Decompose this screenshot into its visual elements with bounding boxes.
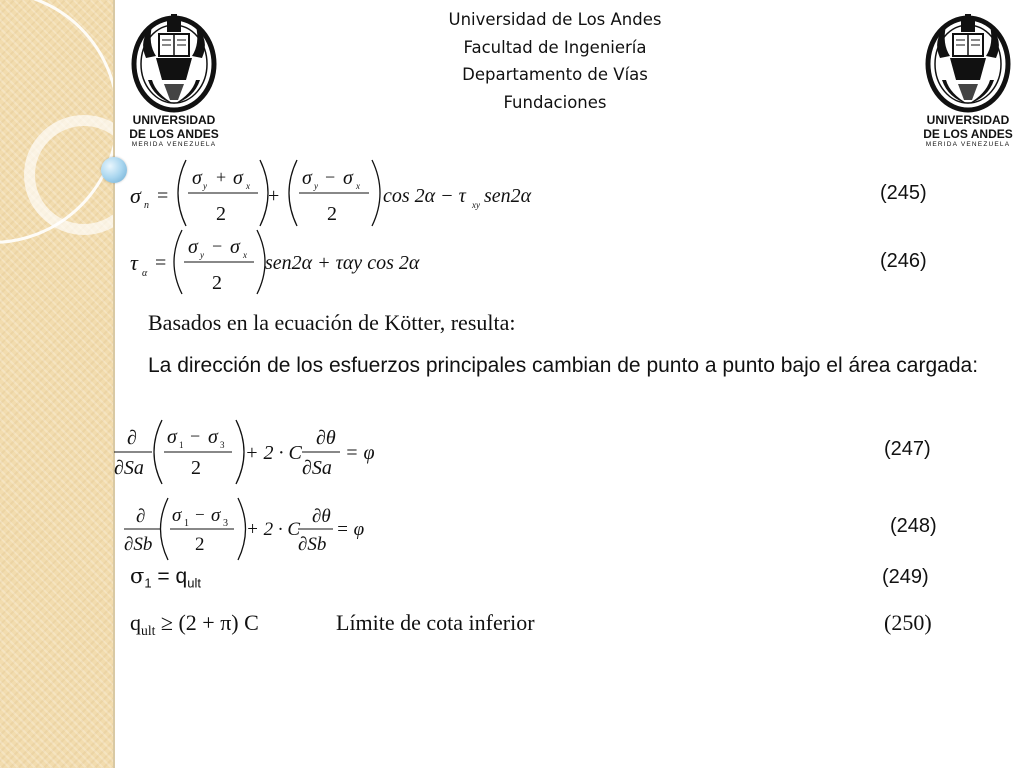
slide-header bbox=[380, 6, 730, 116]
decorative-orb bbox=[101, 157, 127, 183]
eq246-f-den: 2 bbox=[212, 272, 222, 294]
eq246-number: (246) bbox=[880, 250, 927, 272]
eq247-f-b: σ bbox=[208, 426, 218, 448]
eq246-lhs: τ bbox=[130, 250, 138, 275]
logo-name-line2: DE LOS ANDES bbox=[923, 127, 1013, 141]
eq245-f1-op: + bbox=[216, 167, 227, 187]
eq247-f-op: − bbox=[190, 426, 201, 446]
logo-name-line2: DE LOS ANDES bbox=[129, 127, 219, 141]
eq245-paren-open-1 bbox=[178, 160, 186, 226]
eq248-d-den: ∂Sb bbox=[124, 534, 153, 555]
university-logo-right bbox=[920, 10, 1016, 160]
eq248-t-den: ∂Sb bbox=[298, 534, 327, 555]
eq247-rhs: = φ bbox=[345, 442, 375, 464]
eq245-f2-op: − bbox=[325, 167, 336, 187]
eq246-paren-close bbox=[257, 230, 265, 294]
eq245-f1-den: 2 bbox=[216, 203, 226, 225]
eq249-sigma: σ bbox=[130, 564, 145, 588]
eq248-rhs: = φ bbox=[336, 519, 365, 540]
equation-250 bbox=[130, 610, 259, 636]
eq245-f2-a: σ bbox=[302, 167, 312, 189]
eq246-f-b: σ bbox=[230, 236, 240, 258]
header-course: Fundaciones bbox=[503, 92, 607, 112]
eq247-d-den: ∂Sa bbox=[114, 457, 144, 479]
eq245-f2-a-sub: y bbox=[314, 181, 318, 191]
eq247-t-den: ∂Sa bbox=[302, 457, 332, 479]
eq248-f-den: 2 bbox=[195, 534, 205, 555]
body-paragraph: La dirección de los esfuerzos principales cambian de punto a punto bajo el área cargada: bbox=[148, 354, 979, 377]
eq245-f2-den: 2 bbox=[327, 203, 337, 225]
eq250-q: q bbox=[130, 610, 141, 635]
equation-248 bbox=[124, 498, 364, 560]
header-department: Departamento de Vías bbox=[462, 65, 648, 84]
eq245-f2-b-sub: x bbox=[356, 181, 360, 191]
eq247-f-b-sub: 3 bbox=[220, 440, 225, 450]
eq248-paren-open bbox=[161, 498, 169, 560]
eq245-tail2: sen2α bbox=[484, 185, 532, 207]
eq245-paren-close-2 bbox=[372, 160, 380, 226]
eq248-number: (248) bbox=[890, 515, 937, 537]
eq245-paren-open-2 bbox=[289, 160, 297, 226]
eq247-number: (247) bbox=[884, 438, 931, 460]
eq245-lhs-sub: n bbox=[144, 200, 149, 211]
eq246-paren-open bbox=[174, 230, 182, 294]
equation-245 bbox=[130, 160, 532, 226]
eq248-f-a-sub: 1 bbox=[184, 518, 189, 529]
eq247-f-den: 2 bbox=[191, 457, 201, 479]
university-seal-icon bbox=[920, 10, 1016, 114]
eq247-t-num: ∂θ bbox=[316, 427, 336, 449]
eq246-tail: sen2α + ταy cos 2α bbox=[265, 252, 420, 274]
eq246-f-a-sub: y bbox=[200, 250, 204, 260]
eq248-f-b-sub: 3 bbox=[223, 518, 228, 529]
eq249-sub: 1 bbox=[144, 575, 152, 591]
eq250-rest: ≥ (2 + π) C bbox=[155, 610, 259, 635]
eq247-d-num: ∂ bbox=[127, 427, 137, 449]
eq247-f-a-sub: 1 bbox=[179, 440, 184, 450]
logo-name-line1: UNIVERSIDAD bbox=[132, 113, 216, 127]
eq248-mid: + 2 · C bbox=[246, 519, 300, 540]
eq245-f1-b: σ bbox=[233, 167, 243, 189]
eq245-plus: + bbox=[268, 185, 280, 207]
eq248-paren-close bbox=[238, 498, 246, 560]
university-logo-left bbox=[126, 10, 222, 160]
equation-247 bbox=[114, 420, 375, 484]
kotter-sentence: Basados en la ecuación de Kötter, resulta: bbox=[148, 310, 516, 335]
eq246-equals: = bbox=[155, 252, 167, 274]
decorative-sidebar bbox=[0, 0, 113, 768]
eq247-paren-close bbox=[236, 420, 244, 484]
eq245-tail-sub: xy bbox=[472, 200, 480, 210]
eq247-mid: + 2 · C bbox=[245, 442, 302, 464]
equation-249 bbox=[130, 564, 201, 589]
eq249-q-sub: ult bbox=[187, 575, 201, 591]
eq245-f1-a: σ bbox=[192, 167, 202, 189]
eq246-lhs-sub: α bbox=[142, 268, 148, 279]
eq245-number: (245) bbox=[880, 182, 927, 204]
eq246-f-b-sub: x bbox=[243, 250, 247, 260]
eq248-d-num: ∂ bbox=[136, 506, 146, 527]
eq245-f1-b-sub: x bbox=[246, 181, 250, 191]
eq249-number: (249) bbox=[882, 566, 929, 588]
eq247-f-a: σ bbox=[167, 426, 177, 448]
eq245-equals: = bbox=[157, 185, 169, 207]
eq245-f2-b: σ bbox=[343, 167, 353, 189]
eq248-f-a: σ bbox=[172, 505, 182, 526]
eq245-tail1: cos 2α − τ bbox=[383, 185, 466, 207]
eq245-lhs: σ bbox=[130, 183, 141, 208]
eq247-paren-open bbox=[154, 420, 162, 484]
eq250-q-sub: ult bbox=[141, 622, 156, 638]
sidebar-divider bbox=[113, 0, 115, 768]
eq249-eq: = q bbox=[151, 565, 188, 588]
eq250-label: Límite de cota inferior bbox=[336, 610, 535, 635]
header-faculty: Facultad de Ingeniería bbox=[463, 37, 647, 57]
eq248-f-b: σ bbox=[211, 505, 221, 526]
header-university: Universidad de Los Andes bbox=[448, 10, 662, 29]
eq248-t-num: ∂θ bbox=[312, 506, 331, 527]
eq245-paren-close-1 bbox=[260, 160, 268, 226]
eq246-f-a: σ bbox=[188, 236, 198, 258]
logo-name-line1: UNIVERSIDAD bbox=[926, 113, 1010, 127]
eq245-f1-a-sub: y bbox=[203, 181, 207, 191]
logo-name-line3: MERIDA VENEZUELA bbox=[925, 141, 1011, 148]
university-seal-icon bbox=[126, 10, 222, 114]
eq246-f-op: − bbox=[212, 236, 223, 256]
eq250-number: (250) bbox=[884, 610, 932, 635]
equation-246 bbox=[130, 230, 420, 294]
logo-name-line3: MERIDA VENEZUELA bbox=[131, 141, 217, 148]
eq248-f-op: − bbox=[195, 505, 205, 524]
